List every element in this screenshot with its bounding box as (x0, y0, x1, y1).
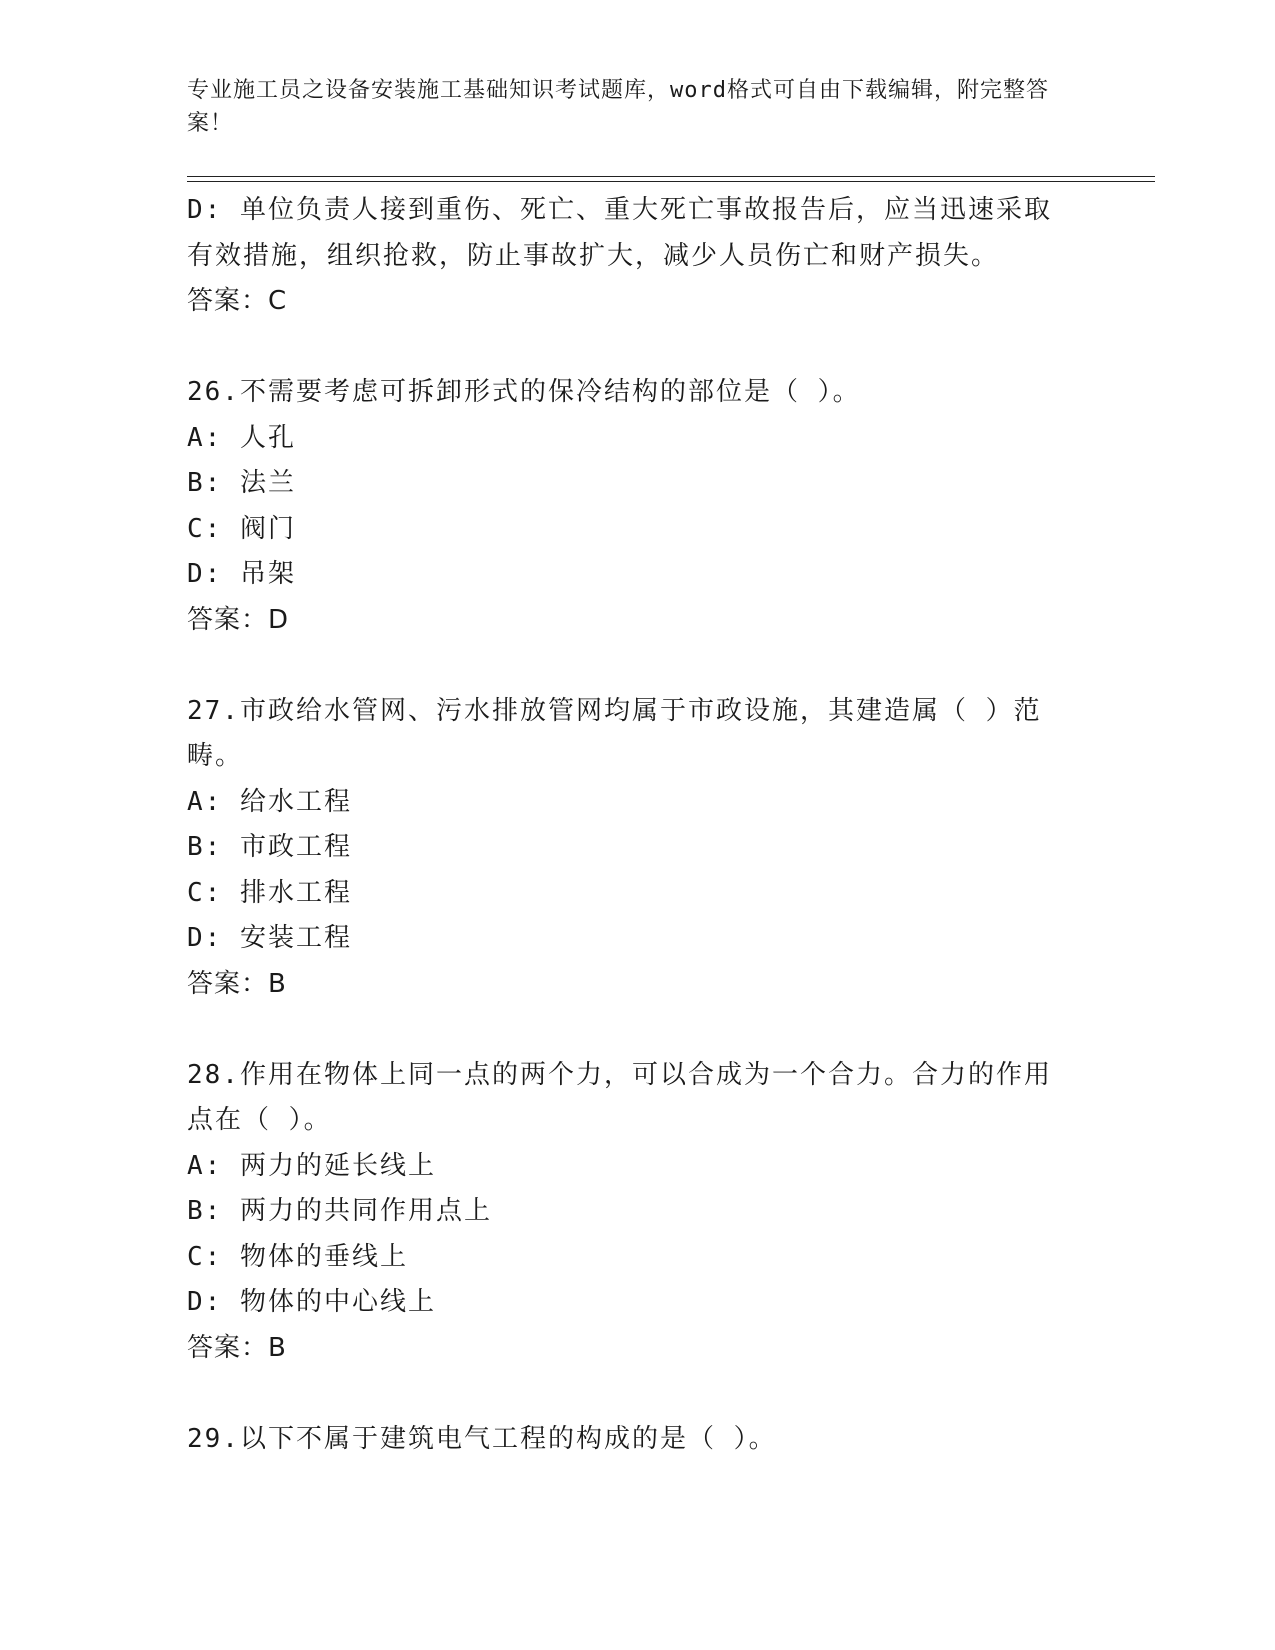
question-stem-continued: 点在（ ）。 (187, 1105, 332, 1135)
answer-line: 答案：B (187, 968, 287, 999)
option-d-line-2: 有效措施，组织抢救，防止事故扩大，减少人员伤亡和财产损失。 (187, 240, 1000, 271)
question-block-26 (187, 370, 1087, 643)
question-block-29 (187, 1417, 1087, 1463)
option-a: A: 两力的延长线上 (187, 1150, 436, 1181)
spacer (187, 325, 1087, 371)
header-divider-top (187, 176, 1155, 177)
question-stem: 29.以下不属于建筑电气工程的构成的是（ ）。 (187, 1423, 777, 1454)
option-c: C: 物体的垂线上 (187, 1241, 408, 1272)
question-block-28 (187, 1053, 1087, 1372)
option-a: A: 人孔 (187, 422, 296, 453)
spacer (187, 643, 1087, 689)
question-stem: 26.不需要考虑可拆卸形式的保冷结构的部位是（ ）。 (187, 377, 861, 407)
answer-line: 答案：D (187, 604, 290, 635)
option-d-line-1: D: 单位负责人接到重伤、死亡、重大死亡事故报告后，应当迅速采取 (187, 195, 1052, 225)
spacer (187, 1371, 1087, 1417)
document-header (187, 74, 1087, 140)
prev-question-block (187, 188, 1087, 325)
option-c: C: 阀门 (187, 513, 296, 544)
option-d: D: 吊架 (187, 559, 296, 589)
question-block-27 (187, 689, 1087, 1008)
option-d: D: 安装工程 (187, 923, 352, 953)
option-c: C: 排水工程 (187, 877, 352, 908)
header-divider-bottom (187, 181, 1155, 182)
question-stem: 27.市政给水管网、污水排放管网均属于市政设施，其建造属（ ）范 (187, 695, 1042, 726)
option-b: B: 两力的共同作用点上 (187, 1196, 492, 1226)
header-title: 专业施工员之设备安装施工基础知识考试题库，word格式可自由下载编辑，附完整答案！ (187, 78, 1049, 136)
answer-line: 答案：B (187, 1332, 287, 1363)
option-b: B: 法兰 (187, 468, 296, 498)
question-stem-continued: 畴。 (187, 741, 244, 771)
question-stem: 28.作用在物体上同一点的两个力，可以合成为一个合力。合力的作用 (187, 1059, 1052, 1090)
option-a: A: 给水工程 (187, 786, 352, 817)
answer-line: 答案：C (187, 286, 288, 316)
option-b: B: 市政工程 (187, 832, 352, 862)
question-content (187, 188, 1087, 1462)
spacer (187, 1007, 1087, 1053)
option-d: D: 物体的中心线上 (187, 1287, 436, 1317)
